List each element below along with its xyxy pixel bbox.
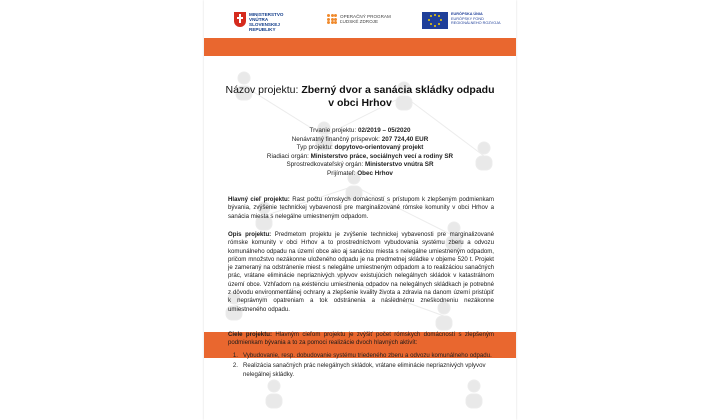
ministry-name-line: MINISTERSTVO [249,12,284,17]
program-logo [327,14,396,25]
project-title [214,84,506,110]
list-item: 1. Vybudovanie, resp. dobudovanie systému triedeného zberu a odvozu komunálneho odpadu. [232,352,492,359]
title-line-2: v obci Hrhov [328,97,392,109]
list-item: 2. Realizácia sanačných prác nelegálnych skládok, vrátane eliminácie nepriaznivých vplyvov nelegálnej skládky. [232,362,486,378]
eu-flag-icon [422,12,448,29]
project-facts [244,127,476,179]
goals-label: Ciele projektu: [228,331,272,338]
main-goal-paragraph [228,196,494,221]
description-paragraph [228,231,494,314]
title-line-1: Zberný dvor a sanácia skládky odpadu [301,84,495,96]
eu-name-line: REGIONÁLNEHO ROZVOJA [451,21,501,26]
eu-name-line: EURÓPSKA ÚNIA [451,12,483,16]
goals-list [228,352,494,381]
title-label: Názov projektu: [225,84,299,96]
description-label: Opis projektu: [228,231,272,238]
ministry-name-line: VNÚTRA [249,17,269,22]
header-band [204,38,516,56]
fact-duration: Trvanie projektu: 02/2019 – 05/2020 [309,127,411,134]
fact-type: Typ projektu: dopytovo-orientovaný projekt [296,144,424,152]
ministry-name-line: SLOVENSKEJ REPUBLIKY [249,22,280,32]
program-name-line: ĽUDSKÉ ZDROJE [340,19,379,25]
project-poster [204,0,516,420]
fact-managing-body: Riadiaci orgán: Ministerstvo práce, sociálnych vecí a rodiny SR [266,152,454,160]
slovak-crest-icon [234,12,246,27]
eu-logo [422,12,507,29]
program-dots-icon [327,14,337,24]
main-goal-text: Rast počtu rómskych domácností s prístupom k zlepšeným podmienkam bývania, zvýšenie technickej vybavenosti pre marginalizované rómske komunity v obci Hrhov a sanácia miesta s nelegálne umiestneným odpadom. [228,196,494,220]
eu-name-line: EURÓPSKY FOND [451,16,484,21]
fact-grant: Nenávratný finančný príspevok: 207 724,40 EUR [291,135,429,143]
ministry-logo [234,12,301,32]
fact-intermediate-body: Sprostredkovateľský orgán: Ministerstvo vnútra SR [286,161,434,169]
description-text: Predmetom projektu je zvýšenie technickej vybavenosti pre marginalizované rómske komunity v obci Hrhov a to prostredníctvom vybudovania systému zberu a odvozu komunálneho odpadu na území obce ako aj sanáciou miesta s nelegálne umiestneným odpadom, pričom množstvo nezákonne uloženého odpadu je na predmetnej skládke v objeme 520 t. Projekt je zameraný na odstránenie miest s nelegálne umiestneným odpadom a to realizáciou sanačných prác, vrátane eliminácie nepriaznivých vplyvov existujúcich nelegálnych skládok v katastrálnom území obce. Vzhľadom na existenciu umiestnenia odpadov na nelegálnych skládkach je potrebné z dôvodu environmentálnej ochrany a zlepšenie kvality života a zdravia na danom území pristúpiť k neprávnym opatreniam a tok odstránenia a následnému zneškodneniu nezákonne umiestneného odpadu. [228,231,494,313]
logo-bar [204,0,516,40]
goals-paragraph [228,331,494,348]
main-goal-label: Hlavný cieľ projektu: [228,196,290,203]
fact-recipient: Prijímateľ: Obec Hrhov [327,169,393,177]
goals-text: Hlavným cieľom projektu je zvýšiť počet rómskych domácností s zlepšeným podmienkam bývania a to za pomoci realizácie dvoch hlavných aktivít: [228,331,494,347]
program-name-line: OPERAČNÝ PROGRAM [340,14,391,19]
